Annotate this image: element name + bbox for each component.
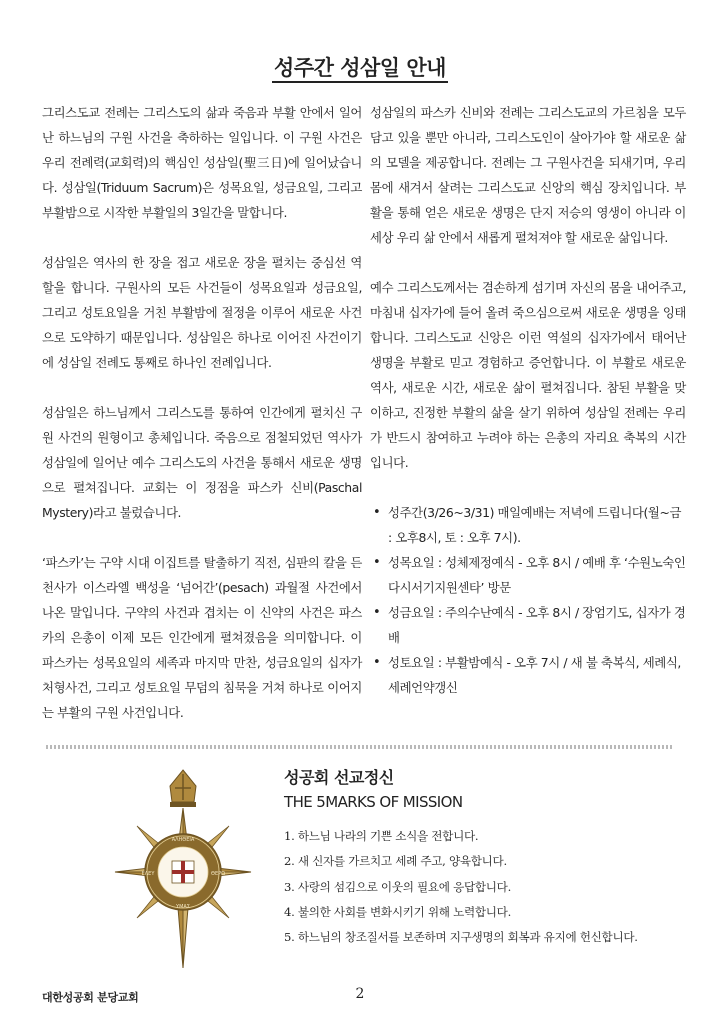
mitre-icon <box>170 770 196 807</box>
left-column <box>42 100 362 750</box>
paragraph: 성삼일은 역사의 한 장을 접고 새로운 장을 펼치는 중심선 역할을 합니다. 구원사의 모든 사건들이 성목요일과 성금요일, 그리고 성토요일을 거친 부활밤에 절정을 이루어 새로운 사건으로 도약하기 때문입니다. 성삼일은 하나로 이어진 사건이기에 성삼일 전례도 통째로 하나인 전례입니다. <box>42 255 362 370</box>
mission-subtitle: THE 5MARKS OF MISSION <box>284 793 463 811</box>
mission-item: 1. 하느님 나라의 기쁜 소식을 전합니다. <box>284 829 479 843</box>
mission-item: 5. 하느님의 창조질서를 보존하며 지구생명의 회복과 유지에 헌신합니다. <box>284 930 638 945</box>
paragraph: 그리스도교 전례는 그리스도의 삶과 죽음과 부활 안에서 일어난 하느님의 구원 사건을 축하하는 일입니다. 이 구원 사건은 우리 전례력(교회력)의 핵심인 성삼일(聖三日)에 일어났습니다. 성삼일(Triduum Sacrum)은 성목요일, 성금요일, 그리고 부활밤으로 시작한 부활일의 3일간을 말합니다. <box>42 105 362 220</box>
mission-item: 2. 새 신자를 가르치고 세례 주고, 양육합니다. <box>284 854 507 869</box>
dotted-divider <box>46 745 674 749</box>
mission-item: 4. 불의한 사회를 변화시키기 위해 노력합니다. <box>284 904 511 919</box>
svg-text:ΑΛΗΘΕΙΑ: ΑΛΗΘΕΙΑ <box>171 837 195 843</box>
schedule-list <box>370 500 686 700</box>
page-title: 성주간 성삼일 안내 <box>0 52 720 82</box>
schedule-item: • 성목요일 : 성체제정예식 - 오후 8시 / 예배 후 ‘수원노숙인다시서기지원센타’ 방문 <box>370 550 686 600</box>
schedule-item: • 성토요일 : 부활밤예식 - 오후 7시 / 새 불 축복식, 세례식, 세례언약갱신 <box>370 650 686 700</box>
mission-title: 성공회 선교정신 <box>284 768 394 787</box>
compass-rose-icon <box>112 768 254 972</box>
paragraph: ‘파스카’는 구약 시대 이집트를 탈출하기 직전, 심판의 칼을 든 천사가 이스라엘 백성을 ‘넘어간’(pesach) 과월절 사건에서 나온 말입니다. 구약의 사건과 겹치는 이 신약의 사건은 파스카의 은총이 이제 모든 인간에게 펼쳐졌음을 의미합니다. 이 파스카는 성목요일의 세족과 마지막 만찬, 성금요일의 십자가 처형사건, 그리고 성토요일 무덤의 침묵을 거쳐 하나로 이어지는 부활의 구원 사건입니다. <box>42 555 362 720</box>
schedule-item: • 성주간(3/26~3/31) 매일예배는 저녁에 드립니다(월~금 : 오후8시, 토 : 오후 7시). <box>370 500 686 550</box>
paragraph: 성삼일은 하느님께서 그리스도를 통하여 인간에게 펼치신 구원 사건의 원형이고 총체입니다. 죽음으로 점철되었던 역사가 성삼일에 일어난 예수 그리스도의 사건을 통해서 새로운 생명으로 펼쳐집니다. 교회는 이 정점을 파스카 신비(Paschal Mystery)라고 불렀습니다. <box>42 405 362 520</box>
svg-text:ΘΕΡΩ: ΘΕΡΩ <box>211 871 225 877</box>
footer-church-name: 대한성공회 분당교회 <box>42 991 139 1004</box>
mission-item: 3. 사랑의 섬김으로 이웃의 필요에 응답합니다. <box>284 879 511 894</box>
paragraph: 예수 그리스도께서는 겸손하게 섬기며 자신의 몸을 내어주고, 마침내 십자가에 들어 올려 죽으심으로써 새로운 생명을 잉태합니다. 그리스도교 신앙은 이런 역설의 십자가에서 태어난 생명을 부활로 믿고 경험하고 증언합니다. 이 부활로 새로운 역사, 새로운 시간, 새로운 삶이 펼쳐집니다. 참된 부활을 맞이하고, 진정한 부활의 삶을 살기 위하여 성삼일 전례는 우리가 반드시 참여하고 누려야 하는 은총의 자리요 축복의 시간입니다. <box>370 280 686 470</box>
svg-text:ΥΜΑΣ: ΥΜΑΣ <box>176 904 190 910</box>
right-column <box>370 100 686 700</box>
svg-text:ΕΛΕΥ: ΕΛΕΥ <box>141 871 155 877</box>
paragraph: 성삼일의 파스카 신비와 전례는 그리스도교의 가르침을 모두 담고 있을 뿐만 아니라, 그리스도인이 살아가야 할 새로운 삶의 모델을 제공합니다. 전례는 그 구원사건을 되새기며, 우리 몸에 새겨서 살려는 그리스도교 신앙의 핵심 장치입니다. 부활을 통해 얻은 새로운 생명은 단지 저승의 영생이 아니라 이 세상 우리 삶 안에서 새롭게 펼쳐져야 할 새로운 삶입니다. <box>370 105 686 245</box>
schedule-item: • 성금요일 : 주의수난예식 - 오후 8시 / 장엄기도, 십자가 경배 <box>370 600 686 650</box>
mission-list <box>284 824 638 950</box>
st-george-cross-icon <box>172 861 194 883</box>
page-number: 2 <box>355 986 365 1002</box>
